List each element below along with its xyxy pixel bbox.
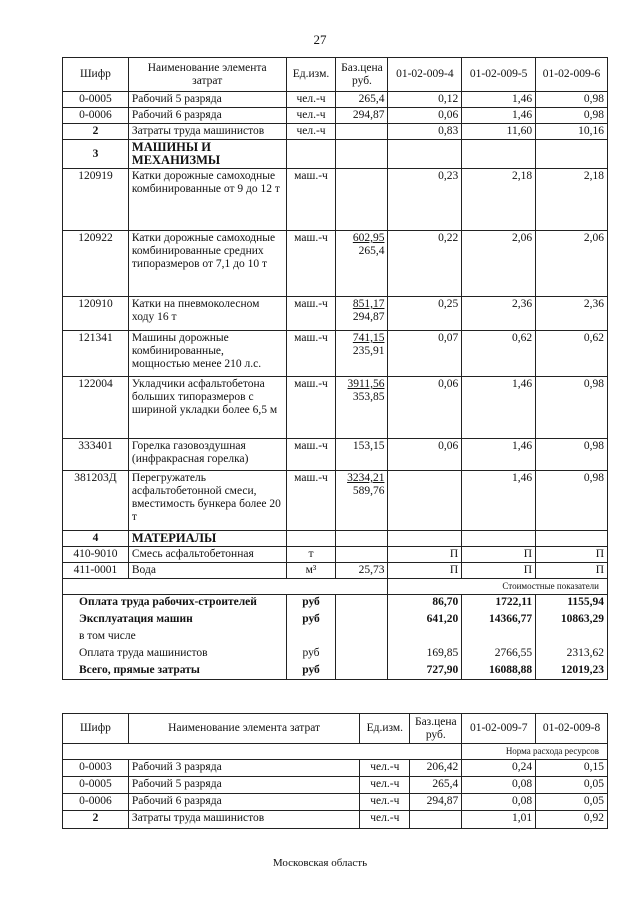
footer-region: Московская область [272,857,368,869]
cell-value-2: 0,05 [536,794,608,811]
cell-value-2: 2,36 [462,297,536,331]
cell-value-2: 0,05 [536,777,608,794]
cell-price [336,124,388,140]
cell-empty [286,531,336,547]
price-full: 153,15 [352,440,385,452]
cell-code: 120919 [63,169,129,231]
cell-name: Катки на пневмоколесном ходу 16 т [128,297,286,331]
cell-name: Рабочий 6 разряда [128,108,286,124]
cell-value-1: 0,08 [462,777,536,794]
cell-code: 381203Д [63,471,129,531]
cell-unit: маш.-ч [286,377,336,439]
cell-empty [536,531,608,547]
cell-empty [388,531,462,547]
cell-price [336,331,388,377]
norm-label-row [63,744,608,760]
cell-name: Рабочий 6 разряда [128,794,359,811]
cell-code: 120922 [63,231,129,297]
cell-name: Рабочий 5 разряда [128,777,359,794]
cell-empty [286,140,336,169]
cell-unit: т [286,547,336,563]
header-name: Наименование элемента затрат [128,58,286,92]
cell-name: Катки дорожные самоходные комбинированные от 9 до 12 т [128,169,286,231]
table-row [63,563,608,579]
summary-value-2: 16088,88 [462,663,536,680]
header-unit: Ед.изм. [286,58,336,92]
cell-value-3: 2,06 [536,231,608,297]
cell-value-1: 0,25 [388,297,462,331]
cell-price [336,471,388,531]
summary-row [63,595,608,612]
cell-unit: чел.-ч [360,760,410,777]
cell-name: Перегружатель асфальтобетонной смеси, вместимость бункера более 20 т [128,471,286,531]
resource-table-2 [62,713,608,829]
summary-unit: руб [286,663,336,680]
cell-name: Рабочий 5 разряда [128,92,286,108]
cell-unit: чел.-ч [286,108,336,124]
cell-code: 2 [63,811,129,829]
cell-price [336,297,388,331]
cell-empty [336,140,388,169]
price-full: 3911,56 [347,378,385,390]
cell-value-3: 2,36 [536,297,608,331]
header-code: Шифр [63,58,129,92]
cell-price [336,231,388,297]
header-name: Наименование элемента затрат [128,714,359,744]
table-row [63,547,608,563]
summary-label: Всего, прямые затраты [63,663,287,680]
summary-value-1: 727,90 [388,663,462,680]
cell-name: Катки дорожные самоходные комбинированные средних типоразмеров от 7,1 до 10 т [128,231,286,297]
cell-value-2: 1,46 [462,92,536,108]
header-col-2: 01-02-009-5 [462,58,536,92]
cell-price: 25,73 [336,563,388,579]
cell-value-2: 1,46 [462,439,536,471]
cell-unit: чел.-ч [286,124,336,140]
summary-value-2: 1722,11 [462,595,536,612]
cell-value-2: 1,46 [462,108,536,124]
cell-price: 294,87 [336,108,388,124]
cell-empty [336,612,388,629]
summary-value-3: 10863,29 [536,612,608,629]
header-code: Шифр [63,714,129,744]
price-labor: 294,87 [352,311,385,323]
cell-unit: м³ [286,563,336,579]
price-labor: 235,91 [352,345,385,357]
cell-value-3: 0,98 [536,471,608,531]
cell-price [410,811,462,829]
cell-value-1: 0,08 [462,794,536,811]
cell-empty [462,531,536,547]
cell-value-2: 2,06 [462,231,536,297]
cell-empty [336,663,388,680]
cell-code: 121341 [63,331,129,377]
cell-value-1: 0,06 [388,439,462,471]
price-full: 741,15 [352,332,385,344]
summary-unit [286,629,336,646]
price-labor: 353,85 [352,391,385,403]
summary-value-3: 12019,23 [536,663,608,680]
cell-value-1 [388,471,462,531]
header-price: Баз.цена руб. [336,58,388,92]
cell-unit: маш.-ч [286,439,336,471]
cell-value-1: 0,12 [388,92,462,108]
price-full: 851,17 [352,298,385,310]
summary-row [63,663,608,680]
table-row [63,811,608,829]
cost-indicators-row [63,579,608,595]
cell-value-1: 0,06 [388,377,462,439]
cell-code: 0-0006 [63,794,129,811]
cell-value-1: 0,24 [462,760,536,777]
cell-name: Затраты труда машинистов [128,811,359,829]
summary-row [63,629,608,646]
cell-value-3: П [536,547,608,563]
cell-empty [388,140,462,169]
cell-price [336,439,388,471]
header-price: Баз.цена руб. [410,714,462,744]
cell-code: 122004 [63,377,129,439]
summary-value-1: 169,85 [388,646,462,663]
cell-value-1: 1,01 [462,811,536,829]
cell-value-1: 0,83 [388,124,462,140]
resource-table-1 [62,57,608,680]
table-row [63,108,608,124]
table-row [63,777,608,794]
cell-unit: чел.-ч [360,777,410,794]
cell-empty [63,579,388,595]
cell-value-3: 2,18 [536,169,608,231]
summary-value-2: 2766,55 [462,646,536,663]
cell-unit: маш.-ч [286,331,336,377]
summary-value-3 [536,629,608,646]
cell-price: 294,87 [410,794,462,811]
header-col-2: 01-02-009-8 [536,714,608,744]
table-row [63,169,608,231]
summary-value-1: 641,20 [388,612,462,629]
cell-name: Вода [128,563,286,579]
summary-value-2: 14366,77 [462,612,536,629]
cell-value-2: 0,92 [536,811,608,829]
summary-row [63,612,608,629]
cell-value-2: 0,15 [536,760,608,777]
summary-unit: руб [286,646,336,663]
cell-name: Горелка газовоздушная (инфракрасная горелка) [128,439,286,471]
cell-value-2: 2,18 [462,169,536,231]
norm-label: Норма расхода ресурсов [462,744,608,760]
cell-price [336,377,388,439]
table-row [63,794,608,811]
cell-empty [462,140,536,169]
cell-value-1: П [388,547,462,563]
cell-name: Смесь асфальтобетонная [128,547,286,563]
cell-value-2: 1,46 [462,377,536,439]
cell-value-1: 0,22 [388,231,462,297]
header-col-3: 01-02-009-6 [536,58,608,92]
cell-price: 265,4 [336,92,388,108]
table-row [63,377,608,439]
cell-value-1: 0,07 [388,331,462,377]
cell-unit: чел.-ч [286,92,336,108]
summary-value-3: 1155,94 [536,595,608,612]
cell-value-3: 0,98 [536,439,608,471]
cell-value-3: П [536,563,608,579]
header-col-1: 01-02-009-4 [388,58,462,92]
cell-code: 0-0006 [63,108,129,124]
table-row [63,331,608,377]
cell-code: 410-9010 [63,547,129,563]
cost-indicators-label: Стоимостные показатели [388,579,608,595]
cell-value-3: 10,16 [536,124,608,140]
cell-price [336,169,388,231]
table-row [63,760,608,777]
cell-empty [63,744,462,760]
cell-name: Рабочий 3 разряда [128,760,359,777]
cell-empty [336,646,388,663]
cell-value-3: 0,98 [536,92,608,108]
cell-code: 2 [63,124,129,140]
table-row [63,231,608,297]
section-row [63,140,608,169]
summary-row [63,646,608,663]
section-title: МАТЕРИАЛЫ [128,531,286,547]
summary-unit: руб [286,595,336,612]
cell-empty [336,595,388,612]
cell-code: 333401 [63,439,129,471]
cell-name: Машины дорожные комбинированные, мощностью менее 210 л.с. [128,331,286,377]
page-number: 27 [313,32,327,47]
cell-unit: чел.-ч [360,794,410,811]
cell-value-1: 0,23 [388,169,462,231]
table-row [63,439,608,471]
price-labor: 265,4 [358,245,385,257]
summary-unit: руб [286,612,336,629]
cell-name: Укладчики асфальтобетона больших типоразмеров с шириной укладки более 6,5 м [128,377,286,439]
cell-unit: чел.-ч [360,811,410,829]
cell-value-1: 0,06 [388,108,462,124]
header-unit: Ед.изм. [360,714,410,744]
cell-price: 265,4 [410,777,462,794]
cell-value-1: П [388,563,462,579]
cell-name: Затраты труда машинистов [128,124,286,140]
cell-code: 0-0005 [63,92,129,108]
section-code: 4 [63,531,129,547]
cell-price: 206,42 [410,760,462,777]
section-title: МАШИНЫ И МЕХАНИЗМЫ [128,140,286,169]
table-row [63,471,608,531]
summary-value-1: 86,70 [388,595,462,612]
header-col-1: 01-02-009-7 [462,714,536,744]
summary-value-3: 2313,62 [536,646,608,663]
summary-label: в том числе [63,629,287,646]
cell-value-3: 0,98 [536,377,608,439]
section-code: 3 [63,140,129,169]
cell-value-3: 0,62 [536,331,608,377]
price-full: 3234,21 [347,472,385,484]
summary-label: Оплата труда рабочих-строителей [63,595,287,612]
cell-value-2: П [462,563,536,579]
cell-unit: маш.-ч [286,169,336,231]
cell-code: 411-0001 [63,563,129,579]
summary-value-2 [462,629,536,646]
cell-code: 0-0005 [63,777,129,794]
table-row [63,92,608,108]
cell-empty [336,629,388,646]
summary-label: Оплата труда машинистов [63,646,287,663]
cell-value-3: 0,98 [536,108,608,124]
section-row [63,531,608,547]
summary-label: Эксплуатация машин [63,612,287,629]
table-row [63,297,608,331]
cell-value-2: П [462,547,536,563]
cell-value-2: 0,62 [462,331,536,377]
cell-code: 0-0003 [63,760,129,777]
cell-code: 120910 [63,297,129,331]
cell-unit: маш.-ч [286,231,336,297]
cell-unit: маш.-ч [286,297,336,331]
cell-value-2: 1,46 [462,471,536,531]
cell-empty [336,531,388,547]
cell-empty [536,140,608,169]
cell-value-2: 11,60 [462,124,536,140]
price-full: 602,95 [352,232,385,244]
cell-price [336,547,388,563]
table-row [63,124,608,140]
cell-unit: маш.-ч [286,471,336,531]
price-labor: 589,76 [352,485,385,497]
summary-value-1 [388,629,462,646]
